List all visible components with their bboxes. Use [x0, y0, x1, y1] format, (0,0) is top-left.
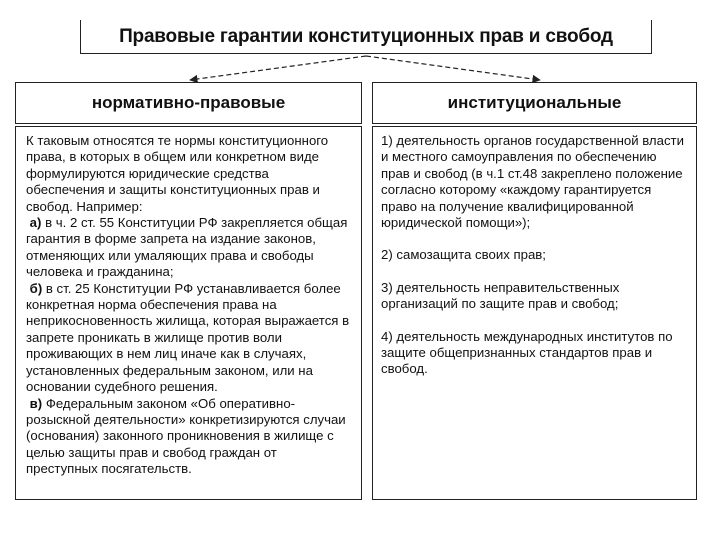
item-marker: а): [29, 215, 42, 231]
arrow-right: [366, 56, 540, 80]
item-marker: б): [29, 280, 43, 296]
arrow-left: [190, 56, 366, 80]
heading-institutional-label: институциональные: [447, 93, 622, 112]
institutional-item-2: 2) самозащита своих прав;: [381, 247, 546, 263]
item-text: в ч. 2 ст. 55 Конституции РФ закрепляется общая гарантия в форме запрета на издание законов, отменяющих или умаляющих права и свободы человека и гражданина;: [26, 215, 348, 280]
heading-institutional: [372, 82, 697, 124]
institutional-item-3: 3) деятельность неправительственных организаций по защите прав и свобод;: [381, 279, 620, 312]
diagram-title: Правовые гарантии конституционных прав и свобод: [119, 25, 613, 47]
item-marker: в): [29, 395, 43, 411]
institutional-content: [372, 126, 697, 500]
item-text: Федеральным законом «Об оперативно-розыскной деятельности» конкретизируются случаи (основания) законного проникновения в жилище с целью защиты прав и свобод граждан от преступных посягательств.: [26, 395, 346, 477]
institutional-item-4: 4) деятельность международных институтов по защите общепризнанных стандартов прав и свобод.: [381, 328, 673, 377]
heading-normative: [15, 82, 362, 124]
institutional-item-1: 1) деятельность органов государственной власти и местного самоуправления по обеспечению прав и свобод (в ч.1 ст.48 закреплено положение согласно которому «каждому гарантируется право на получение квалифицированной юридической помощи»);: [381, 133, 684, 231]
normative-item-c: [26, 396, 351, 478]
normative-item-a: [26, 215, 351, 281]
normative-content: [15, 126, 362, 500]
normative-intro: К таковым относятся те нормы конституционного права, в которых в общем или конкретном виде формулируются юридические средства обеспечения и защиты конституционных прав и свобод. Например:: [26, 133, 329, 214]
normative-item-b: [26, 281, 351, 396]
title-box: [80, 20, 652, 54]
heading-normative-label: нормативно-правовые: [91, 93, 286, 112]
item-text: в ст. 25 Конституции РФ устанавливается более конкретная норма обеспечения права на неприкосновенность жилища, которая выражается в запрете проникать в жилище против воли проживающих в нем лиц иначе как в случаях, установленных федеральным законом, или на основании судебного решения.: [26, 280, 350, 395]
